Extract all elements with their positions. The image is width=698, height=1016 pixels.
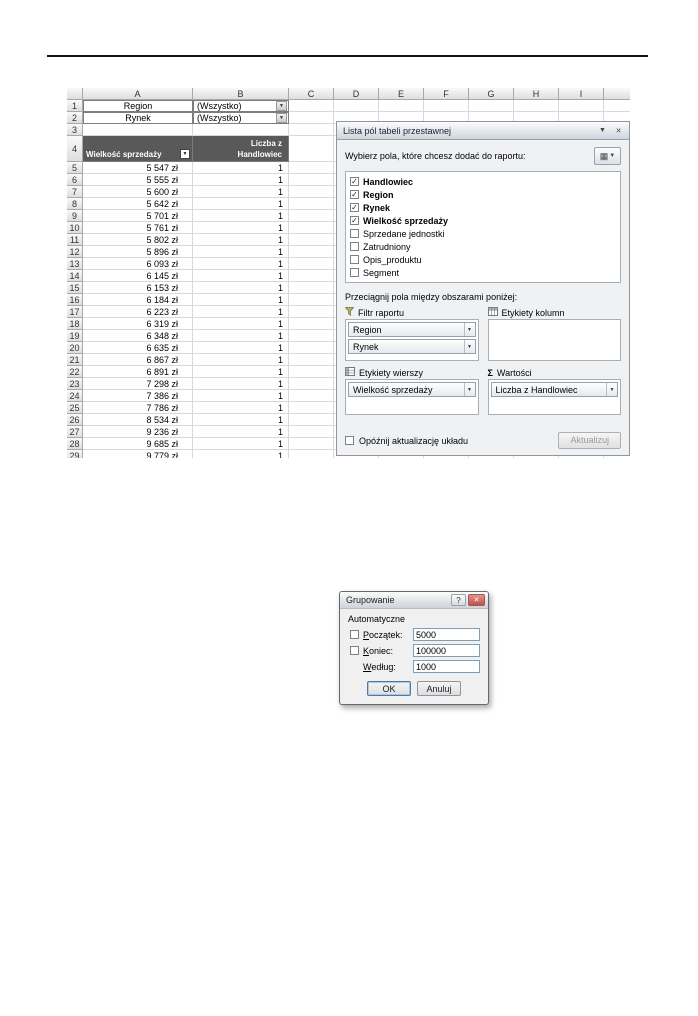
cell-a7[interactable]: 5 600 zł — [83, 186, 193, 198]
cell-a9[interactable]: 5 701 zł — [83, 210, 193, 222]
areas-grid — [345, 306, 621, 415]
end-checkbox[interactable] — [350, 646, 359, 655]
row-labels-area — [345, 366, 479, 415]
dialog-buttons — [348, 681, 480, 696]
pivot-field-list-pane — [336, 121, 630, 456]
field-label: Rynek — [363, 202, 391, 213]
cell-i1[interactable] — [559, 100, 604, 112]
row-header-11[interactable]: 11 — [67, 234, 83, 246]
row-header-13[interactable]: 13 — [67, 258, 83, 270]
field-checkbox[interactable]: ✓ — [351, 216, 358, 225]
cell-a23[interactable]: 7 298 zł — [83, 378, 193, 390]
row-header-29[interactable]: 29 — [67, 450, 83, 458]
cell-a20[interactable]: 6 635 zł — [83, 342, 193, 354]
row-header-9[interactable]: 9 — [67, 210, 83, 222]
cell-c23[interactable] — [289, 378, 334, 390]
row-header-3[interactable]: 3 — [67, 124, 83, 136]
row-header-12[interactable]: 12 — [67, 246, 83, 258]
cell-a21[interactable]: 6 867 zł — [83, 354, 193, 366]
cell-a17[interactable]: 6 223 zł — [83, 306, 193, 318]
field-item[interactable] — [348, 201, 618, 214]
cell-a29[interactable]: 9 779 zł — [83, 450, 193, 458]
row-header-14[interactable]: 14 — [67, 270, 83, 282]
cell-b29[interactable]: 1 — [193, 450, 289, 458]
pivot-row-header-text: Wielkość sprzedaży — [86, 150, 162, 159]
row-header-16[interactable]: 16 — [67, 294, 83, 306]
filter-value-text: (Wszystko) — [197, 101, 242, 111]
cell-b10[interactable]: 1 — [193, 222, 289, 234]
pane-title: Lista pól tabeli przestawnej — [343, 125, 452, 136]
cell-b24[interactable]: 1 — [193, 390, 289, 402]
field-label: Sprzedane jednostki — [363, 228, 445, 239]
field-label: Opis_produktu — [363, 254, 422, 265]
cell-a22[interactable]: 6 891 zł — [83, 366, 193, 378]
cell-b9[interactable]: 1 — [193, 210, 289, 222]
report-filter-area — [345, 306, 479, 361]
field-item[interactable] — [348, 240, 618, 253]
chevron-down-icon[interactable]: ▼ — [464, 323, 475, 336]
dialog-title: Grupowanie — [346, 595, 395, 605]
field-item[interactable] — [348, 175, 618, 188]
row-header-18[interactable]: 18 — [67, 318, 83, 330]
ok-button[interactable]: OK — [367, 681, 411, 696]
field-label: Zatrudniony — [363, 241, 411, 252]
cell-f1[interactable] — [424, 100, 469, 112]
cell-c3[interactable] — [289, 124, 334, 136]
values-header — [488, 366, 622, 379]
cell-c12[interactable] — [289, 246, 334, 258]
cell-a18[interactable]: 6 319 zł — [83, 318, 193, 330]
automatic-label: Automatyczne — [348, 614, 406, 624]
cell-a12[interactable]: 5 896 zł — [83, 246, 193, 258]
field-label: Handlowiec — [363, 176, 414, 187]
page-filter-value-1[interactable] — [193, 100, 289, 112]
cell-c25[interactable] — [289, 402, 334, 414]
row-header-8[interactable]: 8 — [67, 198, 83, 210]
cell-a8[interactable]: 5 642 zł — [83, 198, 193, 210]
by-input[interactable] — [413, 660, 480, 673]
cell-h1[interactable] — [514, 100, 559, 112]
cell-b8[interactable]: 1 — [193, 198, 289, 210]
column-labels-area — [488, 306, 622, 361]
cell-c19[interactable] — [289, 330, 334, 342]
row-header-23[interactable]: 23 — [67, 378, 83, 390]
pane-footer — [345, 427, 621, 449]
column-header-i[interactable]: I — [559, 88, 604, 100]
pane-body — [337, 140, 629, 455]
cell-a19[interactable]: 6 348 zł — [83, 330, 193, 342]
start-input[interactable] — [413, 628, 480, 641]
field-label: Segment — [363, 267, 400, 278]
row-header-20[interactable]: 20 — [67, 342, 83, 354]
cell-c21[interactable] — [289, 354, 334, 366]
row-header-10[interactable]: 10 — [67, 222, 83, 234]
end-input[interactable] — [413, 644, 480, 657]
area-field-label: Liczba z Handlowiec — [495, 384, 578, 395]
cell-a27[interactable]: 9 236 zł — [83, 426, 193, 438]
cell-a5[interactable]: 5 547 zł — [83, 162, 193, 174]
report-filter-header — [345, 306, 479, 319]
area-field-label: Region — [353, 324, 382, 335]
cell-b12[interactable]: 1 — [193, 246, 289, 258]
pivot-filter-button[interactable]: ▼ — [180, 149, 190, 159]
cell-c10[interactable] — [289, 222, 334, 234]
cell-c7[interactable] — [289, 186, 334, 198]
column-labels-icon — [488, 307, 498, 318]
cell-b17[interactable]: 1 — [193, 306, 289, 318]
cell-c4[interactable] — [289, 136, 334, 162]
row-header-27[interactable]: 27 — [67, 426, 83, 438]
cell-b16[interactable]: 1 — [193, 294, 289, 306]
select-all-corner[interactable] — [67, 88, 83, 100]
cell-c27[interactable] — [289, 426, 334, 438]
filter-dropdown-button[interactable]: ▼ — [276, 113, 287, 123]
pivot-values-header[interactable]: Liczba z Handlowiec — [193, 136, 289, 162]
cell-c1[interactable] — [289, 100, 334, 112]
sigma-icon: Σ — [487, 367, 493, 378]
cell-b23[interactable]: 1 — [193, 378, 289, 390]
field-item[interactable] — [348, 214, 618, 227]
page-filter-field-2[interactable]: Rynek — [83, 112, 193, 124]
area-field-button[interactable] — [348, 382, 476, 397]
column-header-d[interactable]: D — [334, 88, 379, 100]
dialog-title-bar — [340, 592, 488, 609]
column-header-e[interactable]: E — [379, 88, 424, 100]
end-label: Koniec: — [363, 645, 394, 656]
cell-b22[interactable]: 1 — [193, 366, 289, 378]
values-label: Wartości — [496, 367, 532, 378]
cell-c11[interactable] — [289, 234, 334, 246]
area-field-label: Rynek — [353, 341, 379, 352]
field-item[interactable] — [348, 188, 618, 201]
page-rule — [47, 55, 648, 57]
cell-g1[interactable] — [469, 100, 514, 112]
cell-c15[interactable] — [289, 282, 334, 294]
end-row — [348, 644, 480, 657]
chevron-down-icon[interactable]: ▼ — [606, 383, 617, 396]
column-header-a[interactable]: A — [83, 88, 193, 100]
grouping-dialog — [339, 591, 489, 705]
cell-x1[interactable] — [604, 100, 630, 112]
row-header-1[interactable]: 1 — [67, 100, 83, 112]
report-filter-box[interactable] — [345, 319, 479, 361]
cell-c8[interactable] — [289, 198, 334, 210]
field-item[interactable] — [348, 266, 618, 279]
cell-b27[interactable]: 1 — [193, 426, 289, 438]
area-field-button[interactable] — [348, 322, 476, 337]
chevron-down-icon[interactable]: ▼ — [464, 383, 475, 396]
field-checkbox[interactable] — [350, 229, 359, 238]
cell-c6[interactable] — [289, 174, 334, 186]
cell-b7[interactable]: 1 — [193, 186, 289, 198]
cell-b20[interactable]: 1 — [193, 342, 289, 354]
cell-c20[interactable] — [289, 342, 334, 354]
field-checkbox[interactable]: ✓ — [351, 203, 358, 212]
cell-b21[interactable]: 1 — [193, 354, 289, 366]
filter-value-text: (Wszystko) — [197, 113, 242, 123]
cell-c5[interactable] — [289, 162, 334, 174]
cell-c17[interactable] — [289, 306, 334, 318]
row-header-4[interactable]: 4 — [67, 136, 83, 162]
pane-title-bar — [337, 122, 629, 140]
field-label: Wielkość sprzedaży — [363, 215, 448, 226]
field-checkbox[interactable] — [350, 255, 359, 264]
cell-b25[interactable]: 1 — [193, 402, 289, 414]
start-row — [348, 628, 480, 641]
row-header-28[interactable]: 28 — [67, 438, 83, 450]
cell-a14[interactable]: 6 145 zł — [83, 270, 193, 282]
cell-c29[interactable] — [289, 450, 334, 458]
area-field-button[interactable] — [491, 382, 619, 397]
cell-a11[interactable]: 5 802 zł — [83, 234, 193, 246]
cell-b14[interactable]: 1 — [193, 270, 289, 282]
help-button[interactable]: ? — [451, 594, 466, 606]
field-checkbox[interactable] — [350, 268, 359, 277]
dialog-body — [340, 609, 488, 704]
column-labels-header — [488, 306, 622, 319]
row-labels-box[interactable] — [345, 379, 479, 415]
row-header-15[interactable]: 15 — [67, 282, 83, 294]
column-labels-label: Etykiety kolumn — [501, 307, 565, 318]
field-item[interactable] — [348, 227, 618, 240]
area-field-button[interactable] — [348, 339, 476, 354]
field-label: Region — [363, 189, 394, 200]
chevron-down-icon: ▼ — [609, 153, 616, 159]
row-header-17[interactable]: 17 — [67, 306, 83, 318]
field-checkbox[interactable]: ✓ — [351, 190, 358, 199]
cell-b5[interactable]: 1 — [193, 162, 289, 174]
cell-c24[interactable] — [289, 390, 334, 402]
row-header-22[interactable]: 22 — [67, 366, 83, 378]
cell-b6[interactable]: 1 — [193, 174, 289, 186]
defer-update-label: Opóźnij aktualizację układu — [359, 435, 469, 446]
column-header-h[interactable]: H — [514, 88, 559, 100]
report-filter-label: Filtr raportu — [358, 307, 405, 318]
column-header-f[interactable]: F — [424, 88, 469, 100]
row-header-2[interactable]: 2 — [67, 112, 83, 124]
row-labels-header — [345, 366, 479, 379]
cell-c16[interactable] — [289, 294, 334, 306]
column-header-b[interactable]: B — [193, 88, 289, 100]
pane-menu-button[interactable]: ▼ — [599, 127, 606, 134]
filter-icon — [345, 307, 354, 318]
by-label: Według: — [363, 661, 396, 672]
pane-header-row — [345, 147, 621, 165]
by-row — [348, 660, 480, 673]
cell-c26[interactable] — [289, 414, 334, 426]
cell-b19[interactable]: 1 — [193, 330, 289, 342]
values-area — [488, 366, 622, 415]
values-box[interactable] — [488, 379, 622, 415]
cell-b26[interactable]: 1 — [193, 414, 289, 426]
row-header-21[interactable]: 21 — [67, 354, 83, 366]
row-header-5[interactable]: 5 — [67, 162, 83, 174]
field-checkbox[interactable] — [350, 242, 359, 251]
cell-a26[interactable]: 8 534 zł — [83, 414, 193, 426]
cell-c28[interactable] — [289, 438, 334, 450]
cell-c22[interactable] — [289, 366, 334, 378]
choose-fields-label: Wybierz pola, które chcesz dodać do raportu: — [345, 151, 526, 161]
cell-e1[interactable] — [379, 100, 424, 112]
row-header-24[interactable]: 24 — [67, 390, 83, 402]
field-list-box — [345, 171, 621, 283]
dialog-close-button[interactable]: ✕ — [468, 594, 485, 606]
cell-c18[interactable] — [289, 318, 334, 330]
row-labels-label: Etykiety wierszy — [359, 367, 424, 378]
cell-d1[interactable] — [334, 100, 379, 112]
cell-b18[interactable]: 1 — [193, 318, 289, 330]
layout-selector-button[interactable] — [594, 147, 621, 165]
row-header-25[interactable]: 25 — [67, 402, 83, 414]
update-button[interactable]: Aktualizuj — [558, 432, 621, 449]
cell-a15[interactable]: 6 153 zł — [83, 282, 193, 294]
cell-a10[interactable]: 5 761 zł — [83, 222, 193, 234]
drag-areas-label: Przeciągnij pola między obszarami poniżej: — [345, 292, 518, 302]
layout-grid-icon: ▦ — [599, 150, 609, 161]
cell-b13[interactable]: 1 — [193, 258, 289, 270]
row-header-26[interactable]: 26 — [67, 414, 83, 426]
row-header-7[interactable]: 7 — [67, 186, 83, 198]
field-checkbox[interactable]: ✓ — [351, 177, 358, 186]
cell-a16[interactable]: 6 184 zł — [83, 294, 193, 306]
cell-c13[interactable] — [289, 258, 334, 270]
cell-b3[interactable] — [193, 124, 289, 136]
cell-a25[interactable]: 7 786 zł — [83, 402, 193, 414]
area-field-label: Wielkość sprzedaży — [353, 384, 433, 395]
row-header-6[interactable]: 6 — [67, 174, 83, 186]
cell-a13[interactable]: 6 093 zł — [83, 258, 193, 270]
start-checkbox[interactable] — [350, 630, 359, 639]
pivot-row-header[interactable] — [83, 136, 193, 162]
pane-close-button[interactable]: ✕ — [615, 127, 622, 135]
cell-b28[interactable]: 1 — [193, 438, 289, 450]
cell-a24[interactable]: 7 386 zł — [83, 390, 193, 402]
cell-a3[interactable] — [83, 124, 193, 136]
cell-c9[interactable] — [289, 210, 334, 222]
chevron-down-icon[interactable]: ▼ — [464, 340, 475, 353]
cell-c2[interactable] — [289, 112, 334, 124]
field-item[interactable] — [348, 253, 618, 266]
cell-a6[interactable]: 5 555 zł — [83, 174, 193, 186]
cell-a28[interactable]: 9 685 zł — [83, 438, 193, 450]
cell-b11[interactable]: 1 — [193, 234, 289, 246]
column-header-partial — [604, 88, 630, 100]
column-header-g[interactable]: G — [469, 88, 514, 100]
defer-update-checkbox[interactable] — [345, 436, 354, 445]
row-labels-icon — [345, 367, 355, 378]
column-labels-box[interactable] — [488, 319, 622, 361]
row-header-19[interactable]: 19 — [67, 330, 83, 342]
start-label: Początek: — [363, 629, 403, 640]
filter-dropdown-button[interactable]: ▼ — [276, 101, 287, 111]
column-header-c[interactable]: C — [289, 88, 334, 100]
cancel-button[interactable]: Anuluj — [417, 681, 461, 696]
cell-c14[interactable] — [289, 270, 334, 282]
cell-b15[interactable]: 1 — [193, 282, 289, 294]
page-filter-value-2[interactable] — [193, 112, 289, 124]
page-filter-field-1[interactable]: Region — [83, 100, 193, 112]
